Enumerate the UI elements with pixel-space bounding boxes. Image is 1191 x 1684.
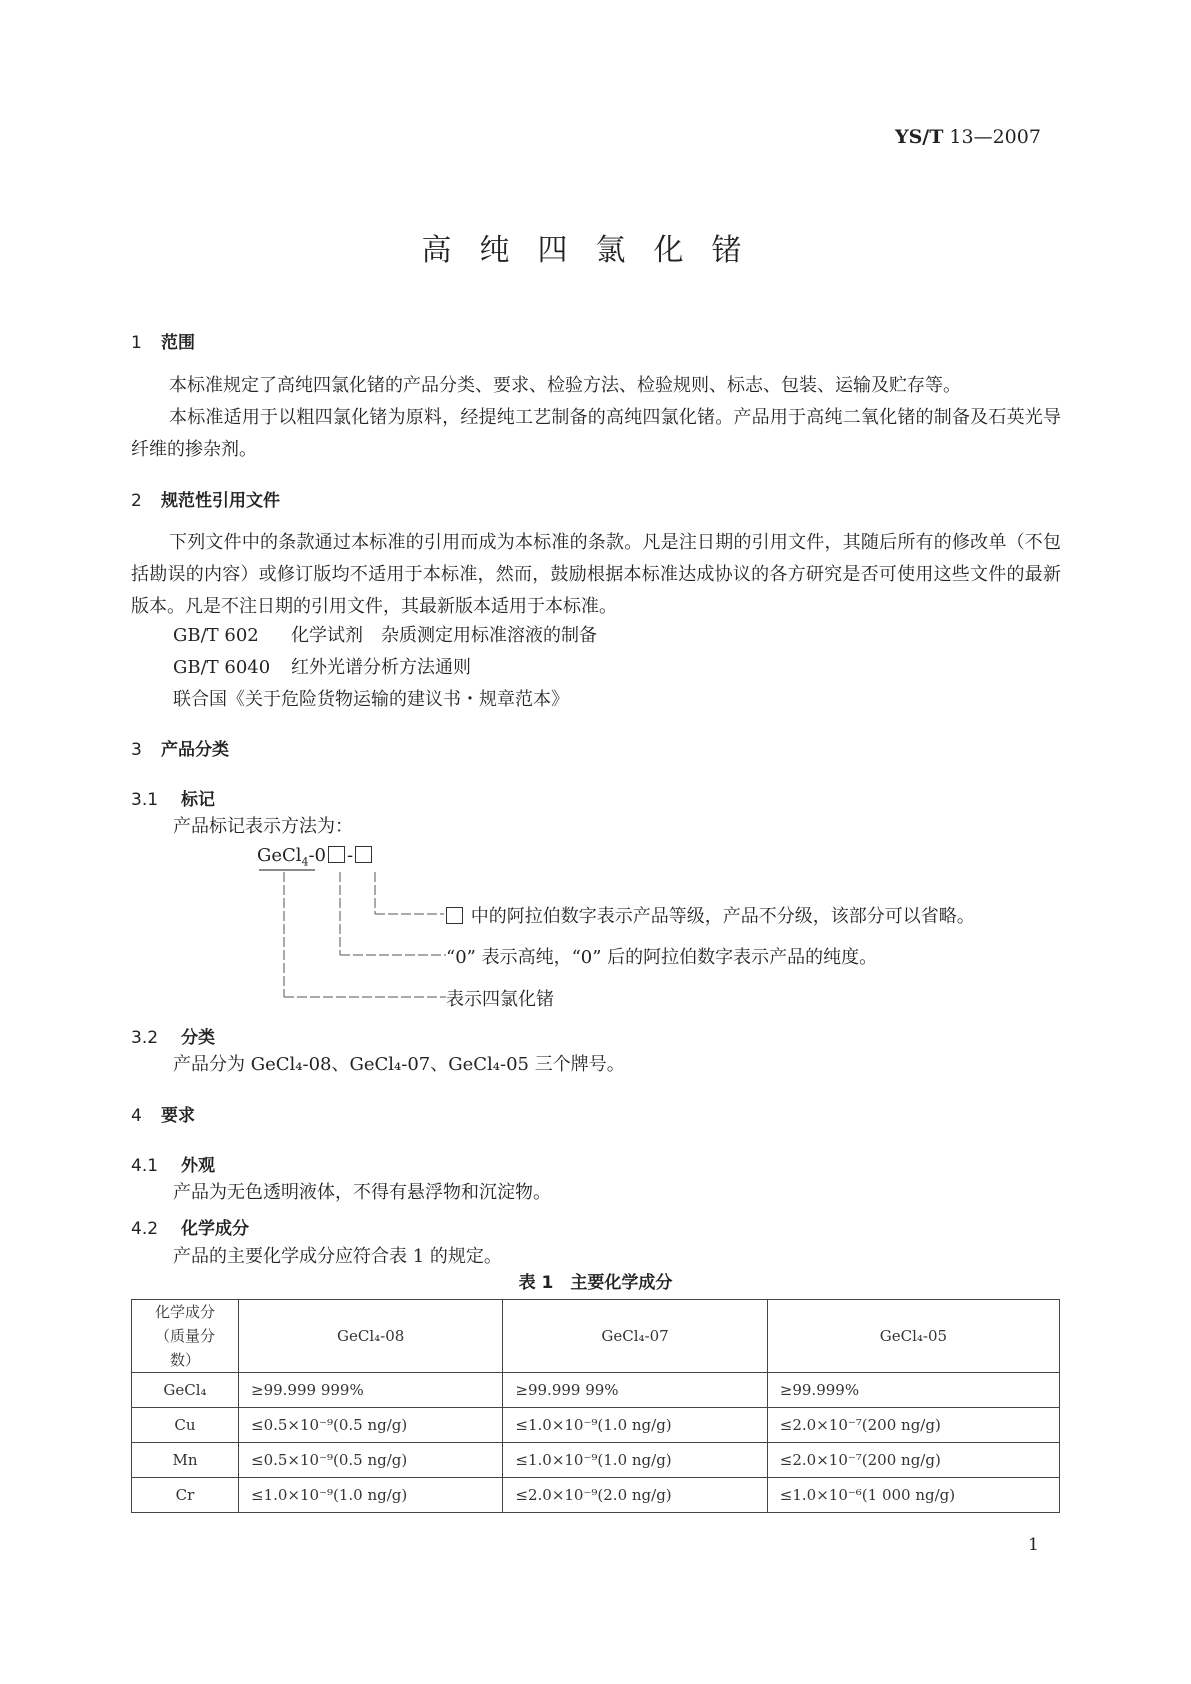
reference-item: GB/T 602 化学试剂 杂质测定用标准溶液的制备 bbox=[173, 625, 597, 646]
section-2-paragraph: 下列文件中的条款通过本标准的引用而成为本标准的条款。凡是注日期的引用文件，其随后所有的修改单（不包括勘误的内容）或修订版均不适用于本标准，然而，鼓励根据本标准达成协议的各方研究是否可使用这些文件的最新版本。凡是不注日期的引用文件，其最新版本适用于本标准。 bbox=[131, 532, 1061, 617]
table-cell: ≤1.0×10⁻⁹(1.0 ng/g) bbox=[503, 1408, 767, 1443]
section-4-1-heading: 4.1 外观 bbox=[131, 1156, 215, 1176]
page-title: 高纯四氯化锗 bbox=[421, 233, 770, 268]
legend-compound: 表示四氯化锗 bbox=[446, 989, 554, 1010]
table-cell: ≤2.0×10⁻⁹(2.0 ng/g) bbox=[503, 1478, 767, 1513]
standard-code: YS/T 13—2007 bbox=[895, 126, 1041, 148]
table-row bbox=[132, 1443, 1060, 1478]
table-header-col: GeCl₄-08 bbox=[239, 1300, 503, 1373]
section-1-paragraph-2: 本标准适用于以粗四氯化锗为原料，经提纯工艺制备的高纯四氯化锗。产品用于高纯二氧化锗的制备及石英光导纤维的掺杂剂。 bbox=[131, 407, 1061, 460]
table-cell: ≤0.5×10⁻⁹(0.5 ng/g) bbox=[239, 1443, 503, 1478]
reference-item: 联合国《关于危险货物运输的建议书・规章范本》 bbox=[173, 689, 569, 710]
table-header-component: 化学成分 （质量分数） bbox=[132, 1300, 239, 1373]
section-3-heading: 3 产品分类 bbox=[131, 740, 229, 760]
page-number: 1 bbox=[1028, 1535, 1039, 1555]
table-header-col: GeCl₄-07 bbox=[503, 1300, 767, 1373]
section-3-1-heading: 3.1 标记 bbox=[131, 790, 215, 810]
section-4-heading: 4 要求 bbox=[131, 1106, 195, 1126]
table-cell: ≤2.0×10⁻⁷(200 ng/g) bbox=[767, 1443, 1059, 1478]
section-4-2-heading: 4.2 化学成分 bbox=[131, 1219, 249, 1239]
table-caption: 表 1 主要化学成分 bbox=[518, 1273, 673, 1293]
grade-box-icon bbox=[446, 907, 463, 924]
table-cell: Mn bbox=[132, 1443, 239, 1478]
marking-intro: 产品标记表示方法为： bbox=[173, 816, 353, 837]
table-cell: ≤1.0×10⁻⁹(1.0 ng/g) bbox=[239, 1478, 503, 1513]
legend-grade: 中的阿拉伯数字表示产品等级，产品不分级，该部分可以省略。 bbox=[444, 902, 975, 928]
table-cell: ≤2.0×10⁻⁷(200 ng/g) bbox=[767, 1408, 1059, 1443]
table-cell: ≥99.999% bbox=[767, 1373, 1059, 1408]
composition-table bbox=[131, 1299, 1060, 1513]
table-cell: ≤1.0×10⁻⁶(1 000 ng/g) bbox=[767, 1478, 1059, 1513]
reference-item: GB/T 6040 红外光谱分析方法通则 bbox=[173, 657, 471, 678]
section-1-heading: 1 范围 bbox=[131, 333, 195, 353]
table-header-col: GeCl₄-05 bbox=[767, 1300, 1059, 1373]
table-cell: Cr bbox=[132, 1478, 239, 1513]
product-marking-format: GeCl$_4$-0 - bbox=[257, 845, 374, 869]
table-cell: ≥99.999 99% bbox=[503, 1373, 767, 1408]
table-cell: ≥99.999 999% bbox=[239, 1373, 503, 1408]
appearance-text: 产品为无色透明液体，不得有悬浮物和沉淀物。 bbox=[173, 1182, 551, 1203]
table-cell: Cu bbox=[132, 1408, 239, 1443]
table-cell: ≤1.0×10⁻⁹(1.0 ng/g) bbox=[503, 1443, 767, 1478]
section-3-2-heading: 3.2 分类 bbox=[131, 1028, 215, 1048]
classification-text: 产品分为 GeCl₄-08、GeCl₄-07、GeCl₄-05 三个牌号。 bbox=[173, 1054, 625, 1075]
legend-purity: “0” 表示高纯，“0” 后的阿拉伯数字表示产品的纯度。 bbox=[446, 947, 878, 968]
table-cell: GeCl₄ bbox=[132, 1373, 239, 1408]
section-1-paragraph-1: 本标准规定了高纯四氯化锗的产品分类、要求、检验方法、检验规则、标志、包装、运输及贮存等。 bbox=[169, 375, 961, 396]
table-row bbox=[132, 1408, 1060, 1443]
table-row bbox=[132, 1478, 1060, 1513]
table-row bbox=[132, 1373, 1060, 1408]
table-cell: ≤0.5×10⁻⁹(0.5 ng/g) bbox=[239, 1408, 503, 1443]
composition-intro: 产品的主要化学成分应符合表 1 的规定。 bbox=[173, 1246, 502, 1267]
section-2-heading: 2 规范性引用文件 bbox=[131, 491, 280, 511]
